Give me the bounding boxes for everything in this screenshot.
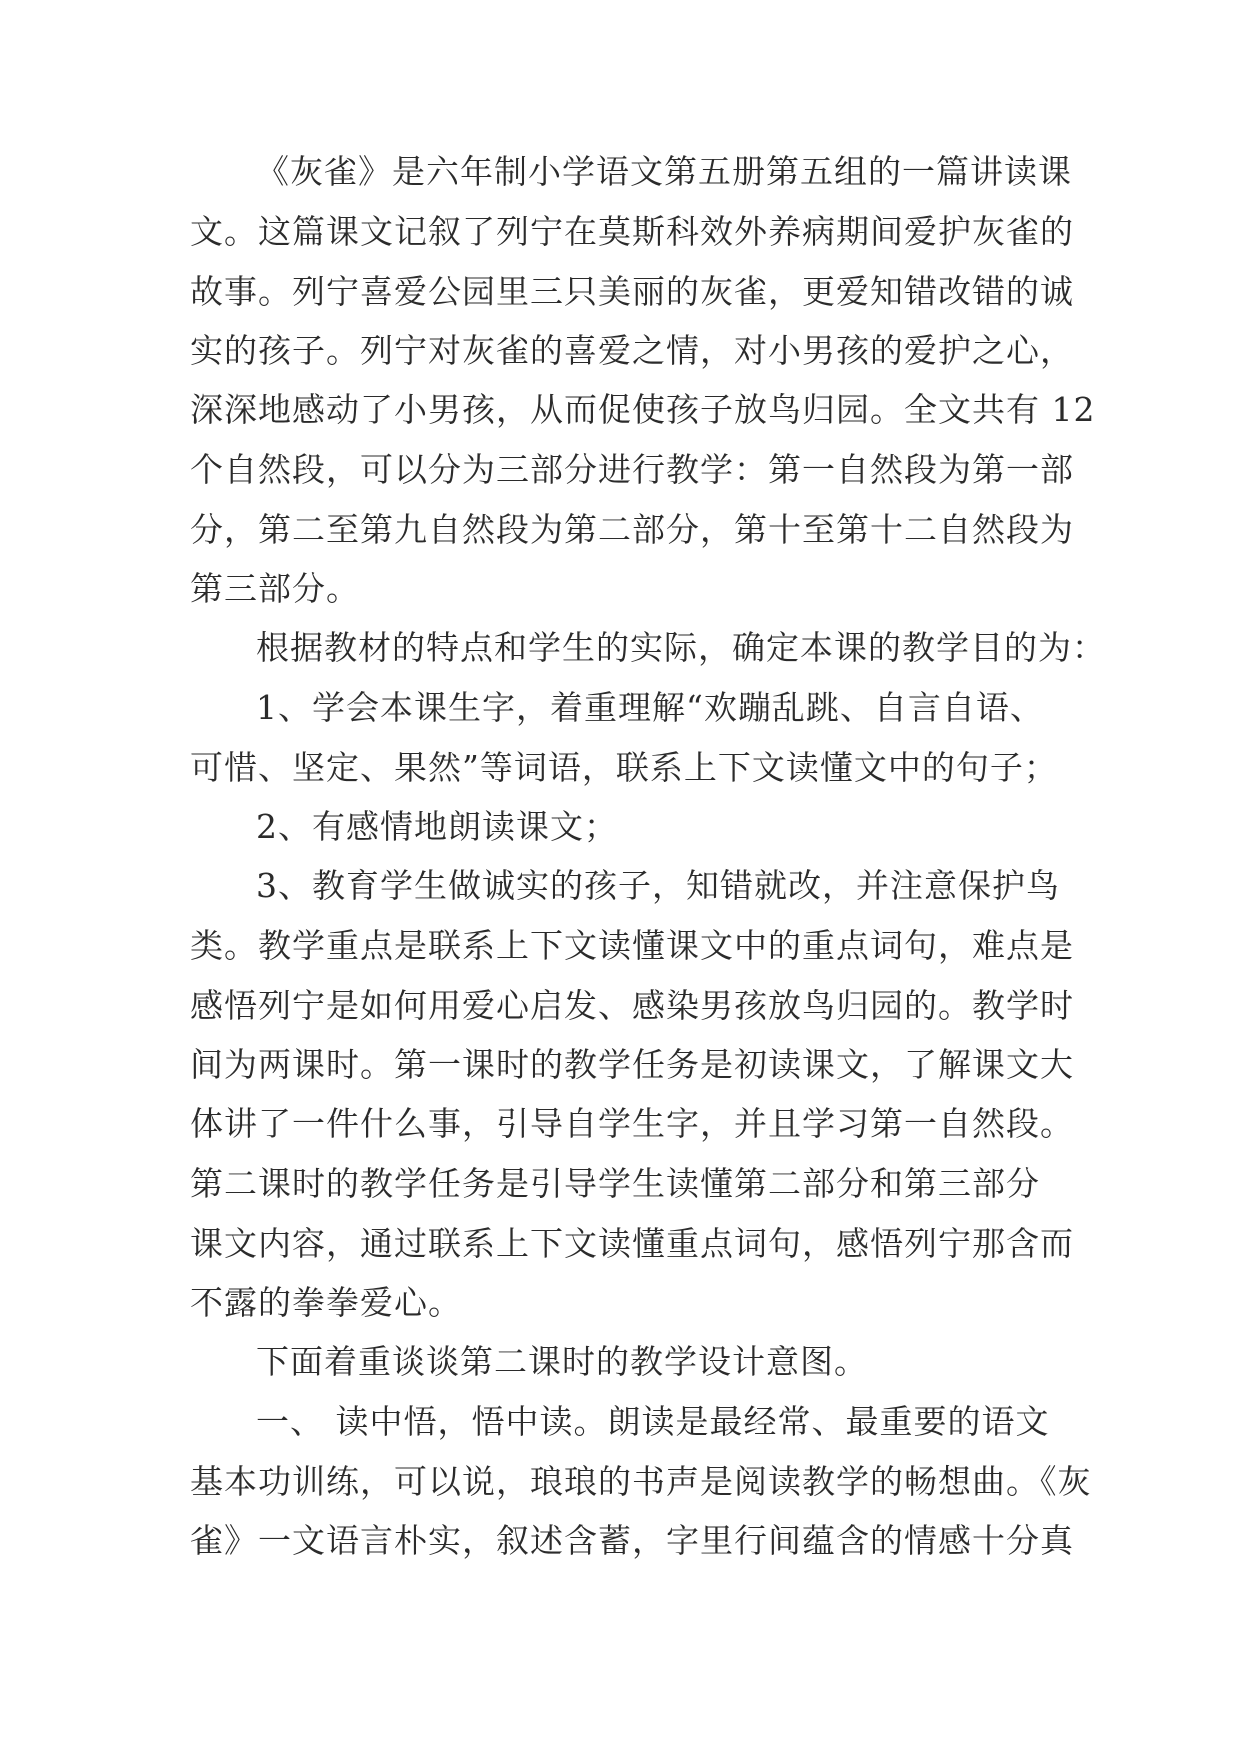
section-1-line-3: 雀》一文语言朴实，叙述含蓄，字里行间蕴含的情感十分真 bbox=[190, 1521, 1074, 1560]
goal-3-line-3: 感悟列宁是如何用爱心启发、感染男孩放鸟归园的。教学时 bbox=[190, 986, 1074, 1025]
paragraph-3-line-1: 下面着重谈谈第二课时的教学设计意图。 bbox=[256, 1342, 868, 1381]
goal-2-line-1: 2、有感情地朗读课文； bbox=[256, 807, 618, 846]
goal-3-line-1: 3、教育学生做诚实的孩子，知错就改，并注意保护鸟 bbox=[256, 866, 1060, 905]
goal-3-line-2: 类。教学重点是联系上下文读懂课文中的重点词句，难点是 bbox=[190, 926, 1074, 965]
paragraph-1-line-1: 《灰雀》是六年制小学语文第五册第五组的一篇讲读课 bbox=[256, 152, 1072, 191]
goal-3-line-5: 体讲了一件什么事，引导自学生字，并且学习第一自然段。 bbox=[190, 1104, 1074, 1143]
goal-1-line-2: 可惜、坚定、果然”等词语，联系上下文读懂文中的句子； bbox=[190, 748, 1058, 787]
paragraph-1-line-2: 文。这篇课文记叙了列宁在莫斯科效外养病期间爱护灰雀的 bbox=[190, 212, 1074, 251]
paragraph-1-line-3: 故事。列宁喜爱公园里三只美丽的灰雀，更爱知错改错的诚 bbox=[190, 272, 1074, 311]
section-1-line-1: 一、 读中悟，悟中读。朗读是最经常、最重要的语文 bbox=[256, 1402, 1050, 1441]
goal-3-line-4: 间为两课时。第一课时的教学任务是初读课文，了解课文大 bbox=[190, 1045, 1074, 1084]
goal-3-line-7: 课文内容，通过联系上下文读懂重点词句，感悟列宁那含而 bbox=[190, 1224, 1074, 1263]
paragraph-1-line-8: 第三部分。 bbox=[190, 569, 360, 608]
goal-1-line-1: 1、学会本课生字，着重理解“欢蹦乱跳、自言自语、 bbox=[256, 688, 1044, 727]
goal-3-line-8: 不露的拳拳爱心。 bbox=[190, 1283, 462, 1322]
goal-3-line-6: 第二课时的教学任务是引导学生读懂第二部分和第三部分 bbox=[190, 1164, 1040, 1203]
paragraph-2-line-1: 根据教材的特点和学生的实际，确定本课的教学目的为： bbox=[256, 628, 1106, 667]
paragraph-1-line-7: 分，第二至第九自然段为第二部分，第十至第十二自然段为 bbox=[190, 510, 1074, 549]
paragraph-1-line-6: 个自然段，可以分为三部分进行教学：第一自然段为第一部 bbox=[190, 450, 1074, 489]
section-1-line-2: 基本功训练，可以说，琅琅的书声是阅读教学的畅想曲。《灰 bbox=[190, 1462, 1092, 1501]
paragraph-1-line-5: 深深地感动了小男孩，从而促使孩子放鸟归园。全文共有 12 bbox=[190, 390, 1096, 429]
paragraph-1-line-4: 实的孩子。列宁对灰雀的喜爱之情，对小男孩的爱护之心， bbox=[190, 331, 1074, 370]
